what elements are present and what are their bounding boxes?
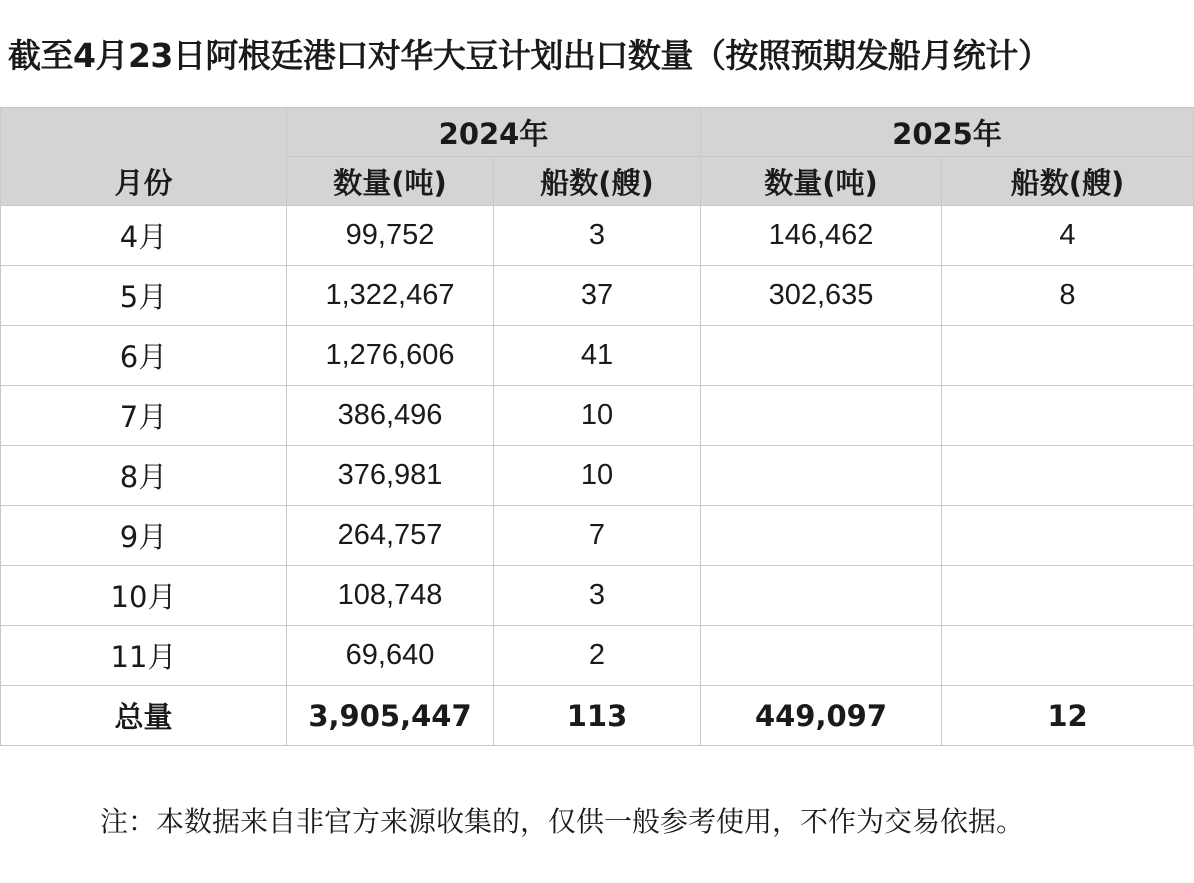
table-row (1, 506, 1194, 566)
ships-2024-cell: 10 (494, 386, 701, 446)
table-row (1, 626, 1194, 686)
month-cell: 4月 (1, 206, 287, 266)
ships-2024-cell: 10 (494, 446, 701, 506)
ships-2024-cell: 41 (494, 326, 701, 386)
disclaimer-note: 注：本数据来自非官方来源收集的，仅供一般参考使用，不作为交易依据。 (100, 805, 1025, 838)
ships-2024-cell: 2 (494, 626, 701, 686)
table-row (1, 566, 1194, 626)
ships-2024-cell: 3 (494, 566, 701, 626)
ships-2025-cell (942, 386, 1194, 446)
month-header: 月份 (1, 157, 287, 206)
quantity-2024-cell: 376,981 (287, 446, 494, 506)
ships-2025-cell (942, 506, 1194, 566)
quantity-2024-cell: 108,748 (287, 566, 494, 626)
page-title: 截至4月23日阿根廷港口对华大豆计划出口数量（按照预期发船月统计） (8, 36, 1051, 75)
ships-2024-cell: 37 (494, 266, 701, 326)
quantity-2024-cell: 264,757 (287, 506, 494, 566)
ships-2025-cell: 4 (942, 206, 1194, 266)
total-ships-2025-cell: 12 (942, 686, 1194, 746)
month-cell: 9月 (1, 506, 287, 566)
quantity-2024-cell: 386,496 (287, 386, 494, 446)
month-cell: 8月 (1, 446, 287, 506)
quantity-2025-cell (701, 566, 942, 626)
year-header-2024: 2024年 (287, 108, 701, 157)
quantity-2025-cell (701, 446, 942, 506)
corner-cell (1, 108, 287, 157)
ships-2025-cell (942, 626, 1194, 686)
column-header-row (1, 157, 1194, 206)
ships-2025-cell (942, 566, 1194, 626)
quantity-2025-cell: 302,635 (701, 266, 942, 326)
month-cell: 10月 (1, 566, 287, 626)
ships-2025-cell: 8 (942, 266, 1194, 326)
quantity-2024-cell: 69,640 (287, 626, 494, 686)
ships-header-2024: 船数(艘) (494, 157, 701, 206)
quantity-header-2024: 数量(吨) (287, 157, 494, 206)
quantity-2024-cell: 99,752 (287, 206, 494, 266)
month-cell: 11月 (1, 626, 287, 686)
quantity-2025-cell (701, 626, 942, 686)
total-quantity-2024-cell: 3,905,447 (287, 686, 494, 746)
ships-header-2025: 船数(艘) (942, 157, 1194, 206)
table-row (1, 266, 1194, 326)
quantity-2025-cell: 146,462 (701, 206, 942, 266)
quantity-2025-cell (701, 386, 942, 446)
ships-2024-cell: 3 (494, 206, 701, 266)
total-ships-2024-cell: 113 (494, 686, 701, 746)
table-row (1, 446, 1194, 506)
year-header-2025: 2025年 (701, 108, 1194, 157)
table-row (1, 326, 1194, 386)
month-cell: 7月 (1, 386, 287, 446)
ships-2025-cell (942, 446, 1194, 506)
year-header-row (1, 108, 1194, 157)
table-row (1, 206, 1194, 266)
total-row (1, 686, 1194, 746)
month-cell: 5月 (1, 266, 287, 326)
quantity-2025-cell (701, 506, 942, 566)
total-label-cell: 总量 (1, 686, 287, 746)
ships-2025-cell (942, 326, 1194, 386)
month-cell: 6月 (1, 326, 287, 386)
quantity-2025-cell (701, 326, 942, 386)
table-row (1, 386, 1194, 446)
quantity-2024-cell: 1,322,467 (287, 266, 494, 326)
quantity-2024-cell: 1,276,606 (287, 326, 494, 386)
total-quantity-2025-cell: 449,097 (701, 686, 942, 746)
quantity-header-2025: 数量(吨) (701, 157, 942, 206)
export-table (0, 107, 1194, 746)
ships-2024-cell: 7 (494, 506, 701, 566)
